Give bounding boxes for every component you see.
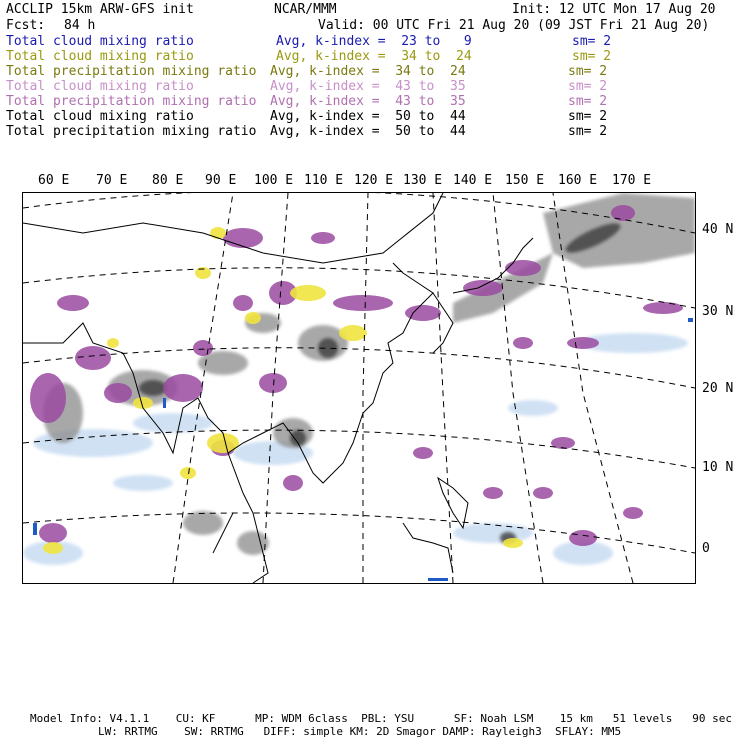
longitude-label: 90 E — [205, 173, 237, 188]
field-name: Total cloud mixing ratio — [6, 49, 194, 64]
latitude-label: 0 — [702, 541, 710, 556]
field-k-index: Avg, k-index = 34 to 24 — [276, 49, 472, 64]
field-k-index: Avg, k-index = 43 to 35 — [270, 79, 466, 94]
field-smoothing: sm= 2 — [568, 109, 608, 124]
latitude-label: 40 N — [702, 222, 734, 237]
longitude-label: 160 E — [558, 173, 598, 188]
model-info-line2: LW: RRTMG SW: RRTMG DIFF: simple KM: 2D Smagor DAMP: Rayleigh3 SFLAY: MM5 — [98, 725, 622, 738]
longitude-label: 70 E — [96, 173, 128, 188]
field-k-index: Avg, k-index = 50 to 44 — [270, 109, 466, 124]
longitude-label: 140 E — [453, 173, 493, 188]
field-name: Total precipitation mixing ratio — [6, 64, 257, 79]
longitude-label: 150 E — [505, 173, 545, 188]
field-name: Total cloud mixing ratio — [6, 34, 194, 49]
cloud-shading-grey — [43, 193, 695, 555]
longitude-label: 120 E — [354, 173, 394, 188]
forecast-value: 84 h — [64, 18, 96, 33]
model-info-line1: Model Info: V4.1.1 CU: KF MP: WDM 6class PBL: YSU SF: Noah LSM 15 km 51 levels 90 sec — [30, 712, 732, 725]
light-precip-shading — [23, 333, 688, 565]
field-k-index: Avg, k-index = 23 to 9 — [276, 34, 472, 49]
latitude-label: 10 N — [702, 460, 734, 475]
latitude-label: 30 N — [702, 304, 734, 319]
field-name: Total precipitation mixing ratio — [6, 94, 257, 109]
map-title: ACCLIP 15km ARW-GFS init — [6, 2, 194, 17]
field-smoothing: sm= 2 — [568, 64, 608, 79]
field-smoothing: sm= 2 — [572, 49, 612, 64]
longitude-label: 170 E — [612, 173, 652, 188]
map-canvas — [23, 193, 695, 583]
valid-time: Valid: 00 UTC Fri 21 Aug 20 (09 JST Fri 21 Aug 20) — [318, 18, 710, 33]
longitude-label: 130 E — [403, 173, 443, 188]
field-k-index: Avg, k-index = 43 to 35 — [270, 94, 466, 109]
longitude-label: 60 E — [38, 173, 70, 188]
institution-label: NCAR/MMM — [274, 2, 337, 17]
field-smoothing: sm= 2 — [572, 34, 612, 49]
longitude-label: 110 E — [304, 173, 344, 188]
field-name: Total cloud mixing ratio — [6, 109, 194, 124]
init-time: Init: 12 UTC Mon 17 Aug 20 — [512, 2, 716, 17]
longitude-label: 100 E — [254, 173, 294, 188]
field-name: Total precipitation mixing ratio — [6, 124, 257, 139]
field-k-index: Avg, k-index = 50 to 44 — [270, 124, 466, 139]
field-smoothing: sm= 2 — [568, 94, 608, 109]
forecast-label: Fcst: — [6, 18, 46, 33]
field-k-index: Avg, k-index = 34 to 24 — [270, 64, 466, 79]
field-name: Total cloud mixing ratio — [6, 79, 194, 94]
latitude-label: 20 N — [702, 381, 734, 396]
field-smoothing: sm= 2 — [568, 79, 608, 94]
map-panel — [22, 192, 696, 584]
field-smoothing: sm= 2 — [568, 124, 608, 139]
longitude-label: 80 E — [152, 173, 184, 188]
